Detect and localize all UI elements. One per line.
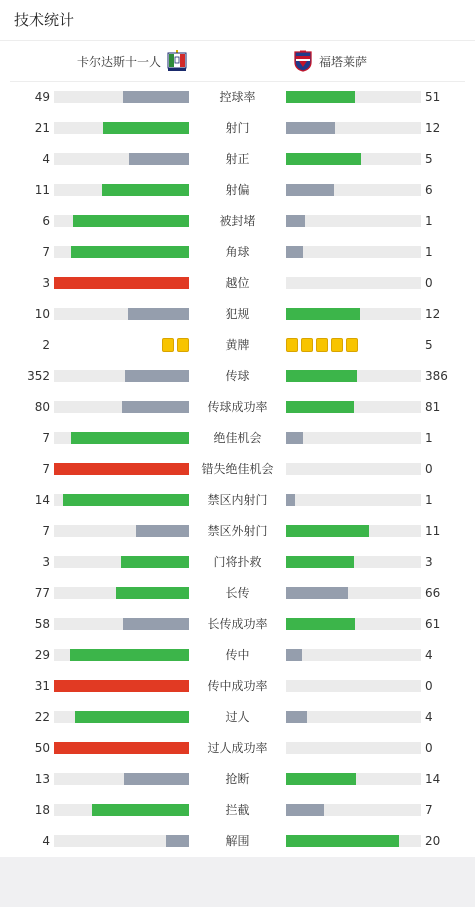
stat-label: 黄牌: [225, 338, 250, 352]
away-stat-bar-fill: [286, 649, 302, 661]
away-stat-value: 1: [425, 245, 433, 259]
away-team[interactable]: [293, 49, 367, 73]
stat-row: [0, 175, 475, 206]
home-stat-value: 7: [42, 462, 50, 476]
home-stat-bar-fill: [71, 246, 189, 258]
stat-row: [0, 144, 475, 175]
home-stat-value: 58: [34, 617, 50, 631]
yellow-card-icon: [162, 338, 174, 352]
home-stat-bar: [54, 401, 189, 413]
yellow-card-icon: [346, 338, 358, 352]
stat-row: [0, 392, 475, 423]
stat-row: [0, 237, 475, 268]
home-stat-bar-fill: [103, 122, 189, 134]
stat-row: [0, 826, 475, 857]
away-stat-value: 386: [425, 369, 448, 383]
stat-row: [0, 671, 475, 702]
stat-row: [0, 733, 475, 764]
home-stat-bar: [54, 91, 189, 103]
page-title: 技术统计: [14, 11, 75, 29]
away-stat-bar: [286, 649, 421, 661]
home-stat-bar-fill: [128, 308, 189, 320]
away-stat-value: 12: [425, 307, 441, 321]
stat-label: 禁区外射门: [207, 524, 268, 538]
home-stat-value: 13: [34, 772, 50, 786]
home-stat-bar-fill: [136, 525, 189, 537]
away-stat-bar-fill: [286, 773, 356, 785]
home-stat-value: 21: [34, 121, 50, 135]
home-stat-value: 29: [34, 648, 50, 662]
away-stat-value: 5: [425, 152, 433, 166]
stat-label: 长传: [225, 586, 250, 600]
home-stat-bar: [54, 742, 189, 754]
away-stat-bar-fill: [286, 432, 303, 444]
away-stat-bar-fill: [286, 370, 357, 382]
stat-label: 绝佳机会: [213, 431, 262, 445]
yellow-card-icon: [316, 338, 328, 352]
home-stat-value: 80: [34, 400, 50, 414]
away-stat-bar-fill: [286, 835, 399, 847]
yellow-card-icon: [331, 338, 343, 352]
away-stat-bar: [286, 835, 421, 847]
home-stat-bar: [54, 587, 189, 599]
away-stat-value: 4: [425, 648, 433, 662]
away-stat-value: 66: [425, 586, 441, 600]
away-stat-bar: [286, 680, 421, 692]
away-stat-value: 81: [425, 400, 441, 414]
away-stat-bar-fill: [286, 618, 355, 630]
stat-row: [0, 516, 475, 547]
stat-row: [0, 330, 475, 361]
home-stat-bar: [54, 680, 189, 692]
stat-row: [0, 485, 475, 516]
home-stat-bar: [54, 618, 189, 630]
stat-label: 禁区内射门: [207, 493, 268, 507]
home-stat-bar: [54, 215, 189, 227]
home-stat-bar-fill: [63, 494, 189, 506]
away-stat-bar: [286, 525, 421, 537]
home-stat-bar-fill: [54, 742, 189, 754]
home-stat-bar-fill: [54, 463, 189, 475]
stat-label: 长传成功率: [207, 617, 268, 631]
away-stat-value: 1: [425, 214, 433, 228]
home-stat-bar: [54, 277, 189, 289]
away-stat-bar-fill: [286, 184, 334, 196]
home-stat-bar-fill: [54, 277, 189, 289]
home-stat-bar-fill: [123, 618, 189, 630]
home-yellow-cards: [162, 338, 189, 352]
home-stat-value: 14: [34, 493, 50, 507]
stats-list: [0, 82, 475, 857]
stat-label: 犯规: [225, 307, 250, 321]
stat-row: [0, 640, 475, 671]
home-team-name: 卡尔达斯十一人: [76, 54, 161, 69]
away-stat-bar-fill: [286, 401, 354, 413]
home-stat-bar: [54, 432, 189, 444]
home-stat-bar-fill: [92, 804, 189, 816]
home-stat-bar-fill: [123, 91, 189, 103]
stat-label: 错失绝佳机会: [201, 462, 274, 476]
away-team-name: 福塔莱萨: [319, 54, 368, 69]
home-stat-bar-fill: [73, 215, 189, 227]
away-stat-value: 0: [425, 741, 433, 755]
stat-label: 射偏: [225, 183, 250, 197]
yellow-card-icon: [286, 338, 298, 352]
away-stat-bar: [286, 773, 421, 785]
home-stat-value: 7: [42, 524, 50, 538]
team-header: [0, 41, 475, 81]
fortaleza-crest-icon: [293, 50, 313, 72]
away-stat-value: 20: [425, 834, 441, 848]
away-stat-bar: [286, 153, 421, 165]
away-stat-bar: [286, 184, 421, 196]
home-stat-value: 3: [42, 276, 50, 290]
away-stat-bar: [286, 556, 421, 568]
home-stat-bar: [54, 463, 189, 475]
home-stat-bar-fill: [54, 680, 189, 692]
away-stat-value: 3: [425, 555, 433, 569]
home-stat-bar: [54, 835, 189, 847]
home-stat-bar-fill: [166, 835, 189, 847]
stat-row: [0, 454, 475, 485]
away-stat-value: 1: [425, 431, 433, 445]
home-stat-value: 22: [34, 710, 50, 724]
home-stat-bar: [54, 153, 189, 165]
away-stat-value: 0: [425, 276, 433, 290]
away-stat-bar: [286, 122, 421, 134]
stat-row: [0, 206, 475, 237]
home-stat-value: 352: [27, 369, 50, 383]
stat-label: 传球: [225, 369, 250, 383]
stat-label: 传中成功率: [207, 679, 268, 693]
away-stat-bar: [286, 463, 421, 475]
home-stat-value: 11: [34, 183, 50, 197]
away-stat-bar: [286, 494, 421, 506]
away-stat-bar: [286, 246, 421, 258]
home-stat-bar: [54, 649, 189, 661]
away-stat-value: 0: [425, 462, 433, 476]
away-stat-value: 4: [425, 710, 433, 724]
away-stat-bar-fill: [286, 711, 307, 723]
away-stat-bar-fill: [286, 525, 369, 537]
away-stat-bar: [286, 91, 421, 103]
away-stat-bar: [286, 215, 421, 227]
home-stat-bar-fill: [75, 711, 189, 723]
stat-label: 拦截: [225, 803, 250, 817]
stat-label: 抢断: [225, 772, 250, 786]
stat-label: 门将扑救: [213, 555, 262, 569]
away-stat-value: 61: [425, 617, 441, 631]
away-stat-value: 14: [425, 772, 441, 786]
away-stat-bar: [286, 804, 421, 816]
home-stat-value: 3: [42, 555, 50, 569]
away-stat-value: 0: [425, 679, 433, 693]
away-stat-value: 12: [425, 121, 441, 135]
stat-label: 过人成功率: [207, 741, 268, 755]
stat-label: 射正: [225, 152, 250, 166]
home-stat-bar: [54, 525, 189, 537]
stat-label: 控球率: [219, 90, 256, 104]
away-stat-value: 51: [425, 90, 441, 104]
stat-label: 传球成功率: [207, 400, 268, 414]
stat-label: 射门: [225, 121, 250, 135]
home-stat-bar: [54, 494, 189, 506]
away-stat-value: 5: [425, 338, 433, 352]
home-stat-bar-fill: [129, 153, 189, 165]
home-stat-bar: [54, 308, 189, 320]
once-caldas-crest-icon: [167, 50, 187, 72]
home-stat-bar-fill: [124, 773, 189, 785]
away-stat-bar-fill: [286, 153, 361, 165]
away-stat-bar-fill: [286, 556, 354, 568]
away-stat-bar: [286, 370, 421, 382]
stat-row: [0, 82, 475, 113]
home-stat-bar: [54, 556, 189, 568]
away-stat-bar: [286, 742, 421, 754]
home-stat-bar: [54, 804, 189, 816]
stat-row: [0, 113, 475, 144]
home-stat-value: 7: [42, 245, 50, 259]
stat-row: [0, 423, 475, 454]
home-team[interactable]: [77, 49, 187, 73]
stat-row: [0, 764, 475, 795]
away-stat-bar: [286, 432, 421, 444]
home-stat-bar-fill: [121, 556, 189, 568]
stat-row: [0, 547, 475, 578]
home-stat-bar-fill: [71, 432, 189, 444]
home-stat-bar: [54, 711, 189, 723]
home-stat-value: 77: [34, 586, 50, 600]
away-stat-bar: [286, 308, 421, 320]
away-stat-bar-fill: [286, 494, 295, 506]
stat-label: 角球: [225, 245, 250, 259]
yellow-card-icon: [301, 338, 313, 352]
away-stat-bar: [286, 401, 421, 413]
home-stat-bar-fill: [102, 184, 189, 196]
away-stat-bar-fill: [286, 91, 355, 103]
stat-row: [0, 795, 475, 826]
yellow-card-icon: [177, 338, 189, 352]
home-stat-value: 4: [42, 152, 50, 166]
stat-label: 传中: [225, 648, 250, 662]
away-yellow-cards: [286, 338, 358, 352]
stat-label: 被封堵: [219, 214, 256, 228]
away-stat-bar: [286, 277, 421, 289]
home-stat-value: 49: [34, 90, 50, 104]
stat-row: [0, 268, 475, 299]
away-stat-bar: [286, 587, 421, 599]
home-stat-bar: [54, 246, 189, 258]
away-stat-bar: [286, 711, 421, 723]
stat-row: [0, 299, 475, 330]
home-stat-bar-fill: [116, 587, 189, 599]
stat-row: [0, 609, 475, 640]
home-stat-value: 18: [34, 803, 50, 817]
home-stat-value: 4: [42, 834, 50, 848]
away-stat-bar-fill: [286, 308, 360, 320]
stat-label: 越位: [225, 276, 250, 290]
away-stat-bar-fill: [286, 122, 335, 134]
home-stat-bar-fill: [70, 649, 189, 661]
away-stat-bar-fill: [286, 587, 348, 599]
home-stat-value: 10: [34, 307, 50, 321]
home-stat-bar: [54, 773, 189, 785]
home-stat-bar-fill: [125, 370, 189, 382]
home-stat-value: 7: [42, 431, 50, 445]
stat-row: [0, 361, 475, 392]
away-stat-value: 6: [425, 183, 433, 197]
away-stat-bar: [286, 618, 421, 630]
home-stat-value: 6: [42, 214, 50, 228]
away-stat-value: 11: [425, 524, 441, 538]
stat-row: [0, 578, 475, 609]
home-stat-bar-fill: [122, 401, 189, 413]
stat-label: 过人: [225, 710, 250, 724]
away-stat-bar-fill: [286, 246, 303, 258]
away-stat-bar-fill: [286, 804, 324, 816]
stat-row: [0, 702, 475, 733]
home-stat-bar: [54, 184, 189, 196]
home-stat-value: 31: [34, 679, 50, 693]
away-stat-value: 7: [425, 803, 433, 817]
stat-label: 解围: [225, 834, 250, 848]
home-stat-value: 2: [42, 338, 50, 352]
home-stat-bar: [54, 370, 189, 382]
away-stat-bar-fill: [286, 215, 305, 227]
home-stat-bar: [54, 122, 189, 134]
home-stat-value: 50: [34, 741, 50, 755]
away-stat-value: 1: [425, 493, 433, 507]
